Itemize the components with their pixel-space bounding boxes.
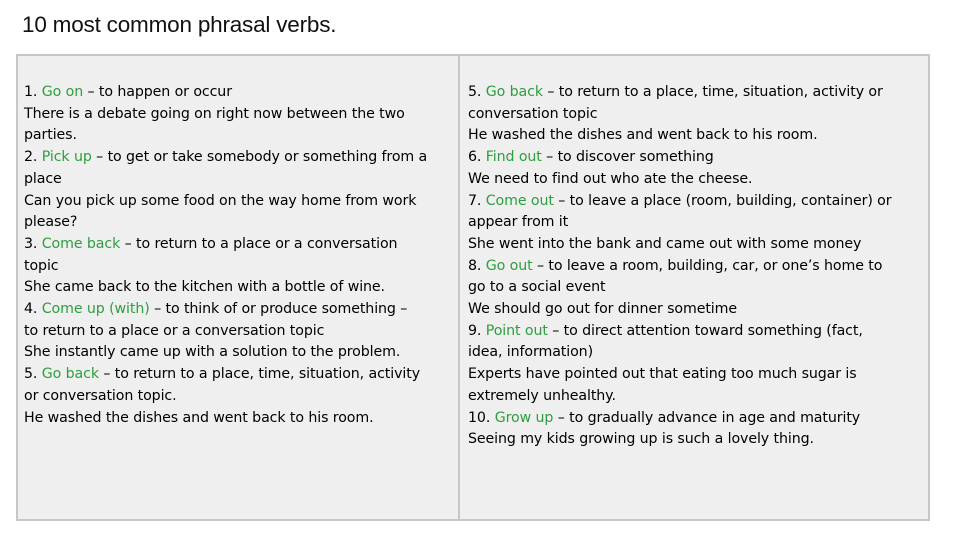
text-segment: 6. — [468, 149, 486, 166]
text-line — [468, 191, 928, 213]
text-segment: parties. — [24, 127, 77, 144]
text-line — [468, 234, 928, 256]
left-column — [18, 56, 458, 519]
text-segment: place — [24, 170, 62, 187]
phrasal-verb-term: Pick up — [41, 149, 92, 166]
right-column — [458, 56, 928, 519]
text-line — [468, 147, 928, 169]
text-line — [24, 104, 458, 126]
phrasal-verb-term: Go back — [485, 84, 543, 100]
phrasal-verb-term: Go on — [41, 84, 84, 100]
text-line — [24, 342, 458, 364]
text-line — [24, 386, 458, 408]
text-line — [24, 147, 458, 169]
text-segment: 2. — [24, 149, 42, 166]
text-segment: – to think of or produce something – — [149, 301, 408, 318]
phrasal-verb-term: Come back — [41, 235, 121, 252]
text-segment: Experts have pointed out that eating too much sugar is — [468, 366, 857, 383]
phrasal-verb-term: Go out — [485, 257, 533, 274]
text-segment: – to direct attention toward something (fact, — [547, 322, 863, 339]
text-segment: We need to find out who ate the cheese. — [468, 170, 753, 187]
text-segment: – to leave a place (room, building, container) or — [553, 192, 892, 209]
phrasal-verb-term: Go back — [41, 366, 99, 383]
text-line — [24, 234, 458, 256]
text-line — [468, 429, 928, 451]
phrasal-verb-term: Come out — [485, 192, 554, 209]
text-segment: She went into the bank and came out with some money — [468, 235, 862, 252]
text-segment: please? — [24, 214, 78, 231]
text-segment: 3. — [24, 235, 42, 252]
text-segment: Seeing my kids growing up is such a lovely thing. — [468, 431, 814, 448]
text-segment: 8. — [468, 257, 486, 274]
text-segment: There is a debate going on right now between the two — [24, 105, 405, 122]
text-line — [24, 277, 458, 299]
text-line — [24, 256, 458, 278]
text-line — [24, 191, 458, 213]
text-line — [468, 277, 928, 299]
text-segment: 7. — [468, 192, 486, 209]
text-segment: – to return to a place or a conversation — [120, 235, 398, 252]
text-segment: 9. — [468, 322, 486, 339]
text-segment: – to discover something — [541, 149, 714, 166]
text-segment: go to a social event — [468, 279, 606, 296]
text-line — [24, 321, 458, 343]
text-segment: Can you pick up some food on the way home from work — [24, 192, 417, 209]
text-segment: – to gradually advance in age and maturity — [553, 409, 861, 426]
text-segment: 5. — [468, 84, 486, 100]
text-segment: He washed the dishes and went back to his room. — [24, 409, 374, 426]
phrasal-verb-term: Come up (with) — [41, 301, 150, 318]
phrasal-verb-term: Find out — [485, 149, 542, 166]
page-title: 10 most common phrasal verbs. — [22, 12, 337, 37]
text-segment: She instantly came up with a solution to the problem. — [24, 344, 401, 361]
text-segment: We should go out for dinner sometime — [468, 301, 737, 318]
text-segment: 5. — [24, 366, 42, 383]
text-line — [468, 256, 928, 278]
text-segment: idea, information) — [468, 344, 594, 361]
text-line — [24, 169, 458, 191]
text-line — [468, 342, 928, 364]
text-segment: 10. — [468, 409, 495, 426]
text-line — [468, 408, 928, 430]
text-line — [468, 125, 928, 147]
text-line — [468, 299, 928, 321]
text-line — [468, 364, 928, 386]
text-line — [24, 364, 458, 386]
text-segment: appear from it — [468, 214, 569, 231]
phrasal-verbs-table — [16, 54, 930, 521]
text-segment: topic — [24, 257, 59, 274]
text-line — [24, 125, 458, 147]
phrasal-verb-term: Grow up — [494, 409, 554, 426]
text-line — [24, 82, 458, 104]
text-line — [468, 386, 928, 408]
text-segment: He washed the dishes and went back to his room. — [468, 127, 818, 144]
text-line — [24, 408, 458, 430]
text-segment: – to happen or occur — [83, 84, 232, 100]
text-segment: conversation topic — [468, 105, 598, 122]
text-segment: – to return to a place, time, situation, activity — [98, 366, 421, 383]
text-segment: extremely unhealthy. — [468, 387, 616, 404]
text-segment: or conversation topic. — [24, 387, 177, 404]
text-line — [468, 321, 928, 343]
text-segment: – to leave a room, building, car, or one’s home to — [532, 257, 883, 274]
text-segment: 4. — [24, 301, 42, 318]
text-segment: 1. — [24, 84, 42, 100]
text-line — [24, 299, 458, 321]
text-line — [24, 212, 458, 234]
text-line — [468, 169, 928, 191]
text-line — [468, 212, 928, 234]
text-line — [468, 82, 928, 104]
text-segment: to return to a place or a conversation topic — [24, 322, 325, 339]
text-segment: – to get or take somebody or something from a — [91, 149, 428, 166]
phrasal-verb-term: Point out — [485, 322, 548, 339]
text-segment: She came back to the kitchen with a bottle of wine. — [24, 279, 385, 296]
text-segment: – to return to a place, time, situation, activity or — [542, 84, 883, 100]
text-line — [468, 104, 928, 126]
